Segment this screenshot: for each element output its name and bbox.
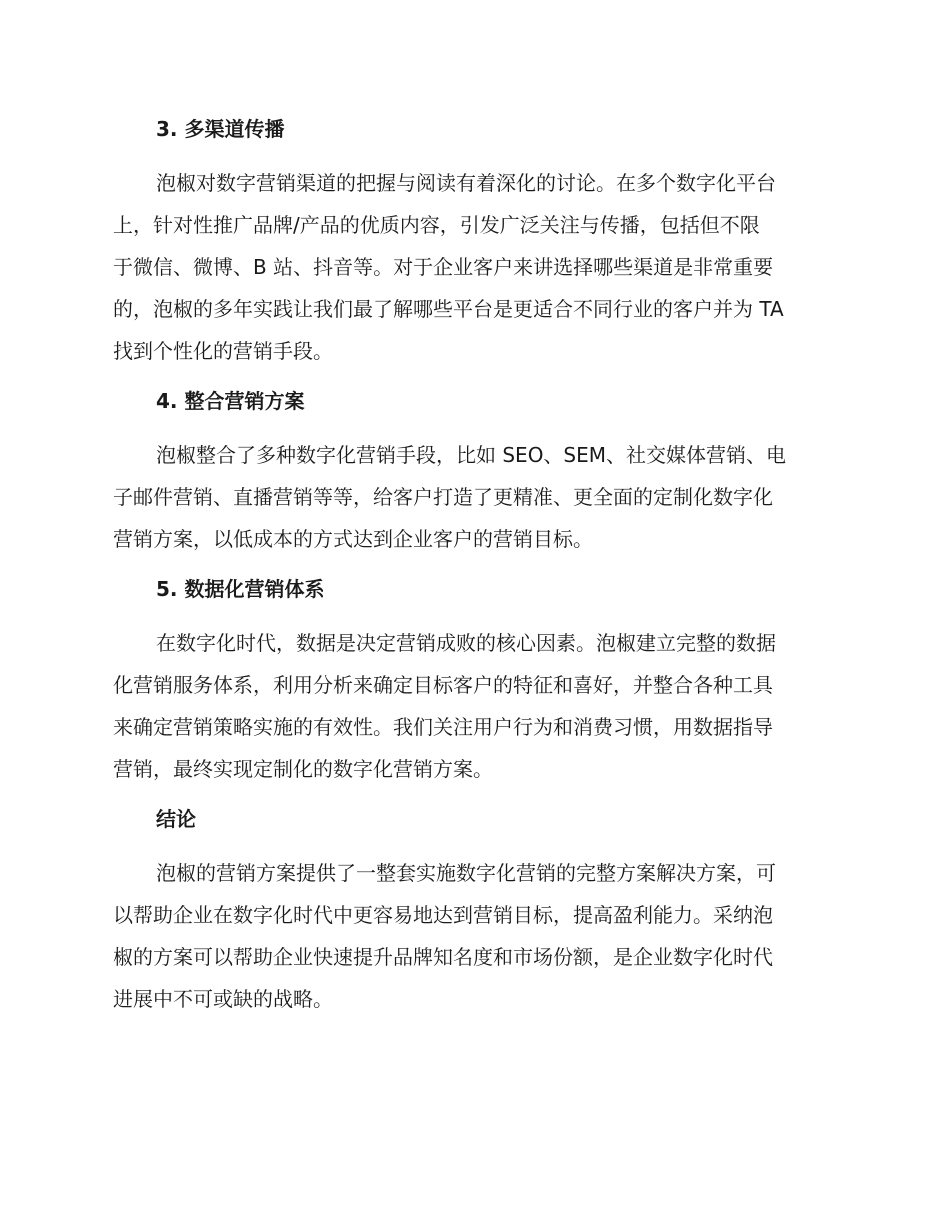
paragraph-line: 椒的方案可以帮助企业快速提升品牌知名度和市场份额，是企业数字化时代 — [113, 945, 773, 969]
paragraph-line: 子邮件营销、直播营销等等，给客户打造了更精准、更全面的定制化数字化 — [113, 485, 773, 509]
paragraph-line: 于微信、微博、B 站、抖音等。对于企业客户来讲选择哪些渠道是非常重要 — [113, 255, 774, 279]
paragraph-line: 上，针对性推广品牌/产品的优质内容，引发广泛关注与传播，包括但不限 — [113, 213, 760, 237]
paragraph-line: 找到个性化的营销手段。 — [113, 339, 333, 363]
paragraph-line: 营销方案，以低成本的方式达到企业客户的营销目标。 — [113, 527, 593, 551]
paragraph-line: 以帮助企业在数字化时代中更容易地达到营销目标，提高盈利能力。采纳泡 — [113, 903, 773, 927]
document-body — [113, 112, 835, 1032]
paragraph-line: 来确定营销策略实施的有效性。我们关注用户行为和消费习惯，用数据指导 — [113, 715, 773, 739]
paragraph-line: 化营销服务体系，利用分析来确定目标客户的特征和喜好，并整合各种工具 — [113, 673, 773, 697]
section-paragraph-conclusion — [113, 852, 835, 1020]
paragraph-line: 泡椒整合了多种数字化营销手段，比如 SEO、SEM、社交媒体营销、电 — [156, 443, 787, 467]
section-heading-multichannel: 3. 多渠道传播 — [156, 117, 285, 141]
section-paragraph-data-driven — [113, 622, 835, 790]
paragraph-line: 的，泡椒的多年实践让我们最了解哪些平台是更适合不同行业的客户并为 TA — [113, 297, 784, 321]
section-heading-data-driven: 5. 数据化营销体系 — [156, 577, 325, 601]
paragraph-line: 泡椒对数字营销渠道的把握与阅读有着深化的讨论。在多个数字化平台 — [156, 171, 776, 195]
section-heading-conclusion: 结论 — [156, 807, 196, 831]
section-paragraph-integrated — [113, 434, 835, 560]
paragraph-line: 在数字化时代，数据是决定营销成败的核心因素。泡椒建立完整的数据 — [156, 631, 776, 655]
paragraph-line: 进展中不可或缺的战略。 — [113, 987, 333, 1011]
paragraph-line: 营销，最终实现定制化的数字化营销方案。 — [113, 757, 493, 781]
section-heading-integrated: 4. 整合营销方案 — [156, 389, 305, 413]
paragraph-line: 泡椒的营销方案提供了一整套实施数字化营销的完整方案解决方案，可 — [156, 861, 776, 885]
section-paragraph-multichannel — [113, 162, 835, 372]
